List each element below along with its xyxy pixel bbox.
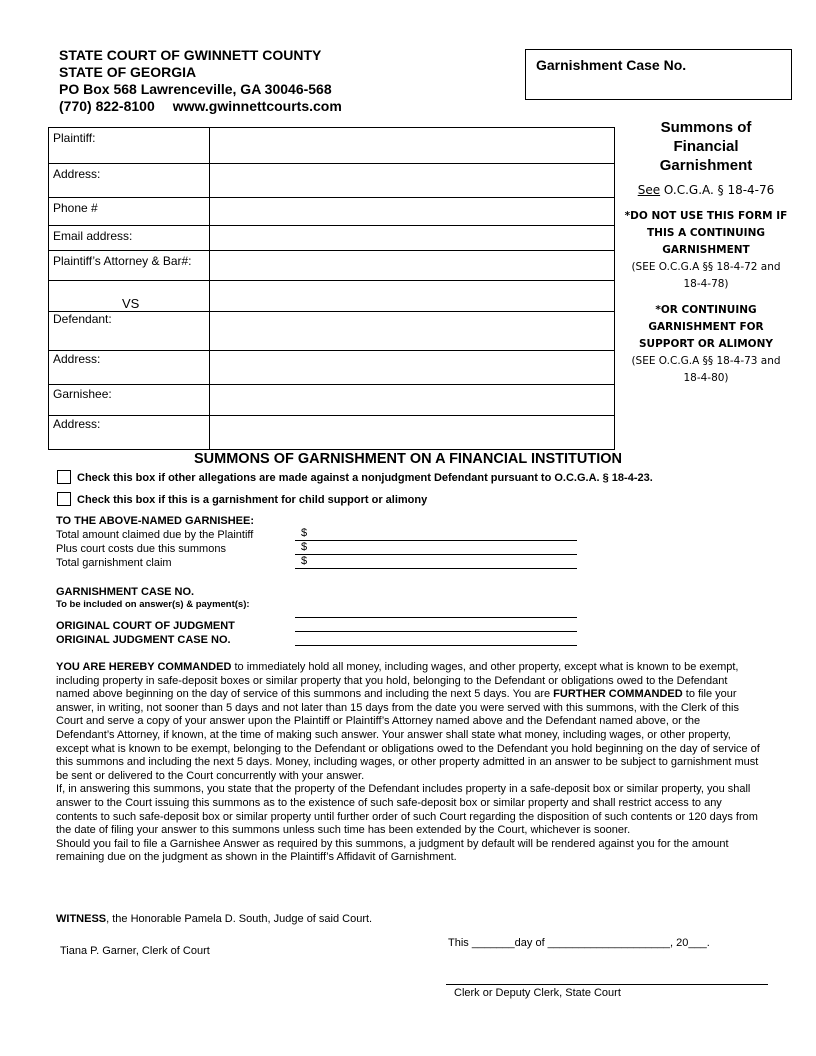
case-number-box[interactable] bbox=[525, 49, 792, 100]
warn2-line2: GARNISHMENT FOR bbox=[648, 321, 764, 333]
currency-symbol: $ bbox=[301, 555, 308, 567]
defendant-input[interactable] bbox=[210, 312, 615, 350]
clerk-name: Tiana P. Garner, Clerk of Court bbox=[60, 945, 210, 957]
warn2-line1: *OR CONTINUING bbox=[655, 304, 757, 316]
court-costs-label: Plus court costs due this summons bbox=[56, 543, 226, 555]
orig-case-input[interactable] bbox=[295, 645, 577, 646]
safe-deposit-paragraph: If, in answering this summons, you state that the property of the Defendant includes property in a safe-deposit box or similar property, you shall answer to the Court issuing this summons as to the existence of such safe-deposit box or similar property and shall restrict access to any contents to such safe-deposit box or similar property until further order of such Court regarding the disposition of such contents or 120 days from the date of filing your answer to this summons unless such time has been extended by the Court, whichever is sooner. bbox=[56, 783, 758, 837]
court-state: STATE OF GEORGIA bbox=[59, 64, 197, 80]
default-paragraph: Should you fail to file a Garnishee Answer as required by this summons, a judgment by default will be rendered against you for the amount remaining due on the judgment as shown in the Plaintiff’s Affidavit of Garnishment. bbox=[56, 837, 729, 864]
command-paragraph bbox=[56, 661, 761, 783]
court-phone: (770) 822-8100 bbox=[59, 98, 155, 114]
phone-label: Phone # bbox=[53, 201, 98, 215]
warn1-line4: (SEE O.C.G.A §§ 18-4-72 and bbox=[631, 261, 781, 273]
see-ref: O.C.G.A. § 18-4-76 bbox=[660, 183, 775, 197]
garnishee-heading: TO THE ABOVE-NAMED GARNISHEE: bbox=[56, 515, 255, 527]
court-name: STATE COURT OF GWINNETT COUNTY bbox=[59, 47, 322, 63]
case-no-input[interactable] bbox=[295, 617, 577, 618]
vs-label: VS bbox=[122, 296, 140, 311]
warn1-line1: *DO NOT USE THIS FORM IF bbox=[624, 210, 788, 222]
garnishee-label: Garnishee: bbox=[53, 387, 112, 401]
case-number-label: Garnishment Case No. bbox=[536, 57, 687, 73]
form-title-line1: Summons of bbox=[660, 119, 752, 136]
orig-court-input[interactable] bbox=[295, 631, 577, 632]
warn2-line5: 18-4-80) bbox=[683, 372, 729, 384]
command-text-b: to file your answer, in writing, not sooner than 5 days and not later than 15 days from the date you were served with this summons, with the Clerk of this Court and serve a copy of your answer upon the Plaintiff or Plaintiff’s Attorney named above and the Defendant named above, or the Defendant’s Attorney, if known, at the time of making such answer. Your answer shall state what money, including wages, or other property, except what is known to be exempt, belonging to the Defendant or obligations owed to the Defendant you hold beginning on the day of service of this summons and including the next 5 days. Money, including wages, or other property admitted in an answer to be subject to garnishment must be sent or delivered to the Court concurrently with your answer. bbox=[56, 688, 760, 782]
email-label: Email address: bbox=[53, 229, 133, 243]
plaintiff-address-input[interactable] bbox=[210, 164, 615, 197]
date-line[interactable]: This _______day of ____________________, 20___. bbox=[448, 937, 710, 949]
plaintiff-input[interactable] bbox=[210, 128, 615, 163]
phone-input[interactable] bbox=[210, 198, 615, 225]
warn1-line3: GARNISHMENT bbox=[662, 244, 750, 256]
orig-case-label: ORIGINAL JUDGMENT CASE NO. bbox=[56, 634, 231, 646]
command-lead: YOU ARE HEREBY COMMANDED bbox=[56, 661, 232, 673]
child-support-checkbox[interactable] bbox=[57, 492, 71, 506]
total-claim-label: Total garnishment claim bbox=[56, 557, 172, 569]
plaintiff-label: Plaintiff: bbox=[53, 131, 96, 145]
warning-continuing bbox=[622, 208, 790, 293]
warn2-line3: SUPPORT OR ALIMONY bbox=[639, 338, 773, 350]
section-title: SUMMONS OF GARNISHMENT ON A FINANCIAL INSTITUTION bbox=[193, 451, 622, 467]
warn1-line2: THIS A CONTINUING bbox=[647, 227, 765, 239]
court-website: www.gwinnettcourts.com bbox=[172, 98, 342, 114]
signature-line[interactable] bbox=[446, 984, 768, 985]
witness-lead: WITNESS bbox=[56, 913, 107, 925]
witness-text: , the Honorable Pamela D. South, Judge of said Court. bbox=[106, 913, 373, 925]
amount-claimed-label: Total amount claimed due by the Plaintiff bbox=[56, 529, 254, 541]
currency-symbol: $ bbox=[301, 527, 308, 539]
attorney-label: Plaintiff’s Attorney & Bar#: bbox=[53, 254, 192, 268]
form-title bbox=[622, 118, 790, 175]
form-title-line3: Garnishment bbox=[659, 157, 753, 174]
party-table bbox=[48, 127, 615, 450]
case-no-note: To be included on answer(s) & payment(s): bbox=[56, 599, 250, 610]
statute-reference bbox=[622, 183, 790, 197]
nonjudgment-checkbox[interactable] bbox=[57, 470, 71, 484]
defendant-address-label: Address: bbox=[53, 352, 101, 366]
signature-label: Clerk or Deputy Clerk, State Court bbox=[454, 987, 621, 999]
further-commanded: FURTHER COMMANDED bbox=[553, 688, 683, 701]
warning-support bbox=[622, 302, 790, 387]
summons-body bbox=[56, 661, 761, 865]
garnishee-address-input[interactable] bbox=[210, 416, 615, 450]
court-contact bbox=[59, 98, 342, 115]
currency-symbol: $ bbox=[301, 541, 308, 553]
defendant-address-input[interactable] bbox=[210, 351, 615, 384]
orig-court-label: ORIGINAL COURT OF JUDGMENT bbox=[56, 620, 235, 632]
command-text-a: to immediately hold all money, including wages, and other property, except what is known to be exempt, including property in safe-deposit boxes or similar property that you hold, belonging to the Defendant or obligations owed to the Defendant named above beginning on the day of service of this summons and including the next 5 days. You are bbox=[56, 661, 739, 701]
amount-claimed-input[interactable] bbox=[295, 540, 577, 541]
garnishee-input[interactable] bbox=[210, 385, 615, 415]
email-input[interactable] bbox=[210, 226, 615, 250]
court-header bbox=[59, 47, 342, 115]
form-title-line2: Financial bbox=[673, 138, 739, 155]
court-costs-input[interactable] bbox=[295, 554, 577, 555]
see-word: See bbox=[637, 183, 661, 197]
witness-line bbox=[56, 912, 372, 926]
attorney-input[interactable] bbox=[210, 251, 615, 280]
case-no-label: GARNISHMENT CASE NO. bbox=[56, 586, 195, 598]
defendant-label: Defendant: bbox=[53, 312, 112, 326]
court-address: PO Box 568 Lawrenceville, GA 30046-568 bbox=[59, 81, 332, 97]
child-support-checkbox-label: Check this box if this is a garnishment for child support or alimony bbox=[77, 494, 428, 506]
garnishee-address-label: Address: bbox=[53, 417, 101, 431]
total-claim-input[interactable] bbox=[295, 568, 577, 569]
warn1-line5: 18-4-78) bbox=[683, 278, 729, 290]
nonjudgment-checkbox-label: Check this box if other allegations are made against a nonjudgment Defendant pursuant to O.C.G.A. § 18-4-23. bbox=[77, 472, 653, 484]
warn2-line4: (SEE O.C.G.A §§ 18-4-73 and bbox=[631, 355, 781, 367]
plaintiff-address-label: Address: bbox=[53, 167, 101, 181]
